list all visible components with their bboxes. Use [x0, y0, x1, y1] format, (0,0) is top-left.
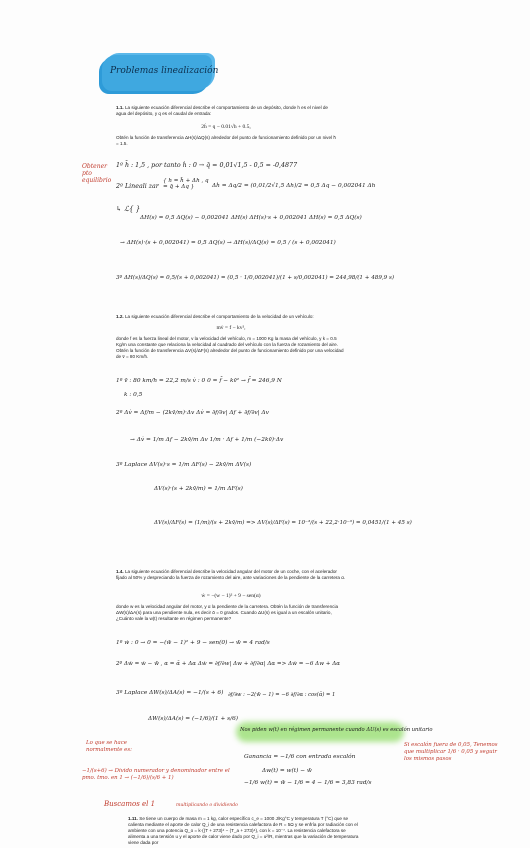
problem-1-1-equation: 2ḣ = q − 0.01√h + 0.5, [201, 124, 251, 130]
problem-1-1-task: Obtén la función de transferencia ΔH(s)/ΔQ(s) alrededor del punto de funcionamiento definido por un nivel h̄ = 1.5. [116, 135, 336, 146]
problem-1-1-intro [116, 105, 336, 117]
step-2: 2º Δẇ = ẇ − w̄ , α = ᾱ + Δα Δẇ = ∂f/∂w| Δw + ∂f/∂α| Δα => Δẇ = −6 Δw + Δα [116, 661, 341, 667]
problem-1-2-intro [116, 314, 346, 320]
step-3: 3º ΔH(s)/ΔQ(s) = 0,5/(s + 0,002041) = (0,5 · 1/0,002041)/(1 + s/0,002041) = 244,98/(1 + 489,9 s) [116, 275, 395, 281]
step-3-transfer: ΔV(s)/ΔF(s) = (1/m)/(s + 2kv̄/m) => ΔV(s)/ΔF(s) = 10⁻³/(s + 22,2·10⁻³) = 0,0451/(1 + 45 s) [154, 520, 412, 526]
margin-note: Obtener pto equilibrio [82, 163, 112, 184]
step-1-constant: k : 0,5 [124, 392, 143, 398]
left-calc: −1/(s+6) → Divido numerador y denominador entre el pmo. tmo. en 1 → (−1/6)/(s/6 + 1) [82, 768, 230, 781]
step-1: 1º v̄ : 80 km/h = 22,2 m/s v̇ : 0 0 = f̄ − kv̄² → f̄ = 246,9 N [116, 378, 282, 384]
result-2: −1/6 w(t) = w̄ − 1/6 = 4 − 1/6 = 3,83 rad/s [244, 780, 372, 786]
problem-label: 1.1. [116, 105, 124, 110]
gain: Ganancia = −1/6 con entrada escalón [244, 754, 356, 760]
problem-text: La siguiente ecuación diferencial describe el comportamiento de la velocidad de un vehículo: [124, 314, 314, 319]
result-1: Δw(t) = w(t) − w̄ [262, 768, 312, 774]
step-2-result: → Δv̇ = 1/m Δf − 2kv̄/m Δv 1/m · Δf + 1/m (−2kv̄)·Δv [130, 437, 284, 443]
step-3: 3º Laplace ΔW(s)/ΔA(s) = −1/(s + 6) [116, 690, 224, 696]
problem-1-2-task: donde f es la fuerza lineal del motor, v la velocidad del vehículo, m = 1000 Kg la masa del vehículo, y k = 0.5 Kg/m una constante que relaciona la velocidad al cuadrado del vehículo con la fuerza de rozamiento del aire. Obtén la función de transferencia ΔV(s)/ΔF(s) alrededor del punto de funcionamiento definido por una velocidad de v̄ = 80 Km/h. [116, 336, 344, 359]
problem-1-4-equation: ẇ = −(w − 1)² + 9 − sen(α) [201, 593, 261, 599]
problem-1-4-task: donde w es la velocidad angular del motor, y α la pendiente de la carretera. Obtén la función de transferencia ΔW(s)/ΔA(s) para una pendiente nula, es decir ᾱ = 0 grados. Cuando ΔU(s) es igual a un escalón unitario, ¿Cuánto vale la w(t) resultante en régimen permanente? [116, 604, 339, 621]
problem-label: 1.11. [128, 816, 138, 821]
step-laplace-symbol: ↳ ℒ{ } [116, 205, 141, 213]
step-3-factored: ΔV(s)·(s + 2kv̄/m) = 1/m ΔF(s) [154, 486, 243, 492]
step-1: 1º ẇ : 0 → 0 = −(w̄ − 1)² + 9 − sen(0) → w̄ = 4 rad/s [116, 640, 270, 646]
step-2: 2º Δv̇ = Δf/m − (2kv̄/m)·Δv Δv̇ = ∂f/∂v| Δf + ∂f/∂v| Δv [116, 410, 269, 416]
left-note: Lo que se hace normalmente es: [86, 740, 132, 753]
step-laplace: ΔH(s) = 0,5 ΔQ(s) − 0,002041 ΔH(s) ΔH(s)·s + 0,002041 ΔH(s) = 0,5 ΔQ(s) [140, 215, 362, 221]
step-3-derivatives: ∂f/∂w : −2(w̄ − 1) = −6 ∂f/∂α : cos(ᾱ) = 1 [228, 692, 336, 698]
problem-text: La siguiente ecuación diferencial describe el comportamiento de un depósito, donde h es el nivel de agua del depósito, y q es el caudal de entrada: [116, 105, 328, 116]
step-2-linearized: Δḣ = Δq/2 = (0,01/2√1,5 Δh)/2 = 0,5 Δq − 0,002041 Δh [212, 183, 376, 189]
step-2-label: 2º Lineali zar [116, 183, 159, 190]
page-title: Problemas linealización [110, 66, 219, 76]
problem-label: 1.2. [116, 314, 124, 319]
step-2-substitution: { h = h̄ + Δh , q = q̄ + Δq } [163, 178, 209, 190]
problem-text: Se tiene un cuerpo de masa m = 1 kg, calor específico c_e = 1000 J/Kg°C y temperatura T (°C) que se calienta mediante el aporte de calor Q_i de una resistencia calefactora de R = 5Ω y se enfría por radiación con el ambiente con una potencia Q_o = k·((T + 273)⁴ − (T_a + 273)⁴), con k = 10⁻⁷. La resistencia calefactora se alimenta a una tensión u y el aporte de calor viene dado por Q_i = u²/R, mientras que la variación de temperatura viene dada por [128, 816, 359, 845]
highlight-note: Nos piden w(t) en régimen permanente cuando ΔU(s) es escalón unitario [240, 727, 433, 733]
right-note: Si escalón fuera de 0,05, Tenemos que multiplicar 1/6 · 0,05 y seguir los mismos pasos [404, 742, 498, 762]
left-bottom-sub: multiplicando o dividiendo [176, 803, 238, 808]
problem-text: La siguiente ecuación diferencial describe la velocidad angular del motor de un coche, con el acelerador fijado al 50% y despreciando la fuerza de rozamiento del aire, ante variaciones de la pendiente de la carretera α. [116, 569, 346, 580]
step-3: 3º Laplace ΔV(s)·s = 1/m ΔF(s) − 2kv̄/m ΔV(s) [116, 462, 252, 468]
problem-1-4-intro [116, 569, 346, 581]
problem-label: 1.4. [116, 569, 124, 574]
left-bottom: Buscamos el 1 [104, 800, 156, 808]
step-3-normalized: ΔW(s)/ΔA(s) = (−1/6)/(1 + s/6) [148, 716, 239, 722]
problem-1-11-intro [128, 816, 364, 846]
problem-1-2-equation: mv̇ = f − kv², [216, 325, 246, 331]
step-transfer: → ΔH(s)·(s + 0,002041) = 0,5 ΔQ(s) → ΔH(s)/ΔQ(s) = 0,5 / (s + 0,002041) [120, 240, 336, 246]
step-1: 1º h̄ : 1,5 , por tanto ḣ : 0 → q̄ = 0,01√1,5 - 0,5 = -0,4877 [116, 162, 298, 169]
